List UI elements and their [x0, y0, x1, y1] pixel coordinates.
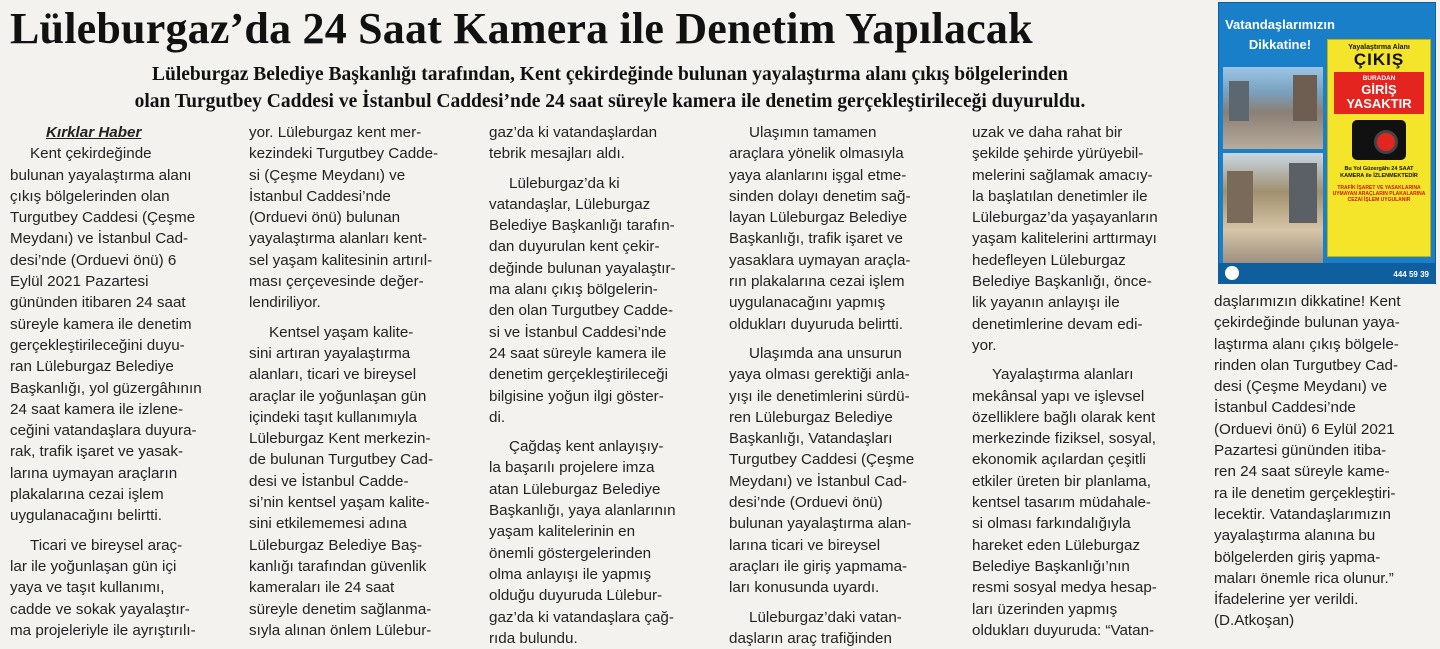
text-line: si’nin kentsel yaşam kalite- [249, 494, 430, 512]
text-line: lar ile yoğunlaşan gün içi [10, 557, 177, 575]
sign-camera-text: Bu Yol Güzergâhı 24 SAAT KAMERA ile İZLENMEKTEDİR [1340, 166, 1418, 179]
camera-icon [1352, 120, 1406, 160]
text-line: ceğini vatandaşlara duyura- [10, 422, 197, 440]
article-column-2 [249, 122, 438, 641]
sign-forbidden: YASAKTIR [1346, 96, 1412, 111]
text-line: araçlar ile yoğunlaşan gün [249, 387, 427, 405]
text-line: Belediye Başkanlığı’nın [972, 557, 1130, 575]
text-line: Belediye Başkanlığı, önce- [972, 273, 1152, 291]
text-line: araçları ile giriş yapmama- [729, 557, 908, 575]
text-line: desi ve İstanbul Cadde- [249, 472, 409, 490]
text-line: bulunan yayalaştırma alan- [729, 515, 912, 533]
text-line: bölgelerden giriş yapma- [1214, 548, 1381, 566]
text-line: layan Lüleburgaz Belediye [729, 209, 908, 227]
text-line: denetim gerçekleştirileceği [489, 366, 668, 384]
phone-number: 444 59 39 [1393, 270, 1429, 279]
text-line: atan Lüleburgaz Belediye [489, 480, 661, 498]
text-line: yaşam kalitelerini arttırmayı [972, 230, 1157, 248]
text-line: desi’nde (Orduevi önü) 6 [10, 251, 177, 269]
text-line: Kentsel yaşam kalite- [269, 323, 414, 341]
text-line: 24 saat süreyle kamera ile [489, 344, 667, 362]
text-line: (Orduevi önü) bulunan [249, 209, 401, 227]
announcement-footer [1219, 263, 1435, 283]
text-line: rinden olan Turgutbey Cad- [1214, 356, 1399, 374]
text-line: mekânsal yapı ve işlevsel [972, 387, 1145, 405]
text-line: ması çerçevesinde değer- [249, 273, 424, 291]
text-line: değinde bulunan yayalaştır- [489, 259, 676, 277]
text-line: hedefleyen Lüleburgaz [972, 251, 1126, 269]
sign-entry: GİRİŞ [1361, 82, 1397, 97]
text-line: den olan Turgutbey Cadde- [489, 302, 674, 320]
text-line: Başkanlığı, yaya alanlarının [489, 502, 676, 520]
text-line: si (Çeşme Meydanı) ve [249, 166, 406, 184]
text-line: daşlarımızın dikkatine! Kent [1214, 293, 1401, 310]
text-line: Meydanı) ve İstanbul Cad- [729, 472, 908, 490]
text-line: gününden itibaren 24 saat [10, 294, 186, 312]
text-line: dan duyurulan kent çekir- [489, 238, 660, 256]
text-line: plakalarına cezai işlem [10, 486, 164, 504]
text-line: yor. [972, 336, 997, 354]
text-line: yaya ve taşıt kullanımı, [10, 579, 165, 597]
text-line: laştırma alanı çıkış bölgele- [1214, 335, 1399, 353]
text-line: önemli göstergelerinden [489, 544, 652, 562]
text-line: yasaklara uymayan araçla- [729, 251, 911, 269]
text-line: Lüleburgaz’da ki [509, 174, 620, 192]
text-line: yışı ile denetimlerini sürdü- [729, 387, 910, 405]
text-line: uygulanacağını yapmış [729, 294, 886, 312]
byline: Kırklar Haber [46, 124, 142, 141]
text-line: araçlara yönelik olmasıyla [729, 145, 904, 163]
announcement-title-line: Dikkatine! [1248, 37, 1312, 52]
text-line: oldukları duyuruda belirtti. [729, 315, 903, 333]
text-line: Meydanı) ve İstanbul Cad- [10, 230, 189, 248]
text-line: di. [489, 408, 506, 426]
text-line: alanları, ticari ve bireysel [249, 366, 417, 384]
text-line: ma alanı çıkış bölgelerin- [489, 281, 658, 299]
sign-fine-text: TRAFİK İŞARET VE YASAKLARINA UYMAYAN ARAÇLARIN PLAKALARINA CEZAİ İŞLEM UYGULANIR [1332, 185, 1426, 203]
text-line: larına uymayan araçların [10, 464, 178, 482]
text-line: ekonomik açılardan çeşitli [972, 451, 1146, 469]
text-line: vatandaşlar, Lüleburgaz [489, 195, 651, 213]
text-line: kanlığı tarafından güvenlik [249, 557, 427, 575]
text-line: uzak ve daha rahat bir [972, 124, 1123, 141]
article-column-1 [10, 122, 202, 641]
text-line: ren 24 saat süreyle kame- [1214, 463, 1390, 481]
text-line: denetimlerine devam edi- [972, 315, 1143, 333]
text-line: Ticari ve bireysel araç- [30, 536, 183, 554]
text-line: olma anlayışı ile yapmış [489, 565, 652, 583]
text-line: Belediye Başkanlığı tarafın- [489, 217, 675, 235]
text-line: Lüleburgaz’daki vatan- [749, 608, 902, 626]
text-line: uygulanacağını belirtti. [10, 507, 162, 525]
text-line: gerçekleştirileceğini duyu- [10, 336, 185, 354]
text-line: yaya alanlarını işgal etme- [729, 166, 907, 184]
text-line: ma projeleriyle ile ayrıştırılı- [10, 621, 196, 639]
announcement-title [1225, 15, 1335, 55]
text-line: şekilde şehirde yürüyebil- [972, 145, 1144, 163]
text-line: Lüleburgaz’da yaşayanların [972, 209, 1158, 227]
text-line: gaz’da ki vatandaşlardan [489, 124, 658, 141]
text-line: etkiler üreten bir planlama, [972, 472, 1151, 490]
text-line: tebrik mesajları aldı. [489, 145, 625, 163]
text-line: Çağdaş kent anlayışıy- [509, 438, 664, 456]
text-line: Başkanlığı, Vatandaşları [729, 430, 893, 448]
municipality-logo-icon [1225, 266, 1239, 280]
text-line: Pazartesi gününden itiba- [1214, 442, 1387, 460]
text-line: süreyle kamera ile denetim [10, 315, 192, 333]
text-line: yor. Lüleburgaz kent mer- [249, 124, 422, 141]
text-line: Turgutbey Caddesi (Çeşme [729, 451, 915, 469]
text-line: çıkış bölgelerinden olan [10, 187, 170, 205]
text-line: olduğu duyuruda Lülebur- [489, 587, 663, 605]
text-line: resmi sosyal medya hesap- [972, 579, 1157, 597]
sign-exit: ÇIKIŞ [1353, 50, 1405, 69]
text-line: sinden dolayı denetim sağ- [729, 187, 911, 205]
text-line: Eylül 2021 Pazartesi [10, 273, 149, 291]
text-line: sini artıran yayalaştırma [249, 344, 411, 362]
text-line: si ve İstanbul Caddesi’nde [489, 323, 667, 341]
text-line: bilgisine yoğun ilgi göster- [489, 387, 664, 405]
text-line: süreyle denetim sağlanma- [249, 600, 432, 618]
street-photo [1223, 153, 1323, 263]
text-line: kameraları ile 24 saat [249, 579, 395, 597]
text-line: yayalaştırma alanına bu [1214, 527, 1376, 545]
text-line: sini etkilememesi adına [249, 515, 407, 533]
text-line: İstanbul Caddesi’nde [249, 187, 391, 205]
text-line: sıyla alınan önlem Lülebur- [249, 621, 432, 639]
text-line: (D.Atkoşan) [1214, 612, 1295, 630]
text-line: bulunan yayalaştırma alanı [10, 166, 192, 184]
text-line: larına ticari ve bireysel [729, 536, 881, 554]
text-line: lik yayanın anlayışı ile [972, 294, 1120, 312]
text-line: rıda bulundu. [489, 629, 578, 647]
text-line: sel yaşam kalitesinin artırıl- [249, 251, 433, 269]
text-line: İstanbul Caddesi’nde [1214, 399, 1356, 417]
text-line: yayalaştırma alanları kent- [249, 230, 428, 248]
text-line: cadde ve sokak yayalaştır- [10, 600, 190, 618]
text-line: Başkanlığı, trafik işaret ve [729, 230, 903, 248]
text-line: Yayalaştırma alanları [992, 366, 1134, 384]
text-line: içindeki taşıt kullanımıyla [249, 408, 417, 426]
text-line: kentsel tasarım müdahale- [972, 494, 1151, 512]
text-line: ları üzerinden yapmış [972, 600, 1118, 618]
text-line: rın plakalarına cezai işlem [729, 273, 905, 291]
text-line: Kent çekirdeğinde [30, 145, 152, 163]
headline: Lüleburgaz’da 24 Saat Kamera ile Denetim Yapılacak [10, 4, 1033, 53]
text-line: desi (Çeşme Meydanı) ve [1214, 378, 1388, 396]
text-line: rak, trafik işaret ve yasak- [10, 443, 184, 461]
lead-line: Lüleburgaz Belediye Başkanlığı tarafından, Kent çekirdeğinde bulunan yayalaştırma alanı çıkış bölgelerinden [151, 64, 1069, 85]
article-column-5 [972, 122, 1158, 641]
text-line: si olması farkındalığıyla [972, 515, 1131, 533]
text-line: yaşam kalitelerinin en [489, 523, 636, 541]
text-line: ra ile denetim gerçekleştiri- [1214, 484, 1396, 502]
text-line: la başlatılan denetimler ile [972, 187, 1148, 205]
text-line: çekirdeğinde bulunan yaya- [1214, 314, 1400, 332]
announcement-title-line: Vatandaşlarımızın [1225, 17, 1335, 32]
text-line: ren Lüleburgaz Belediye [729, 408, 893, 426]
warning-sign [1327, 39, 1431, 257]
lead-paragraph [10, 61, 1210, 115]
text-line: ları konusunda uyardı. [729, 579, 880, 597]
text-line: merkezinde fiziksel, sosyal, [972, 430, 1157, 448]
text-line: ran Lüleburgaz Belediye [10, 358, 174, 376]
text-line: Turgutbey Caddesi (Çeşme [10, 209, 196, 227]
text-line: maları önemle rica olunur.” [1214, 569, 1394, 587]
text-line: lecektir. Vatandaşlarımızın [1214, 505, 1391, 523]
article-column-3 [489, 122, 676, 649]
article-column-4 [729, 122, 914, 649]
text-line: la başarılı projelere imza [489, 459, 655, 477]
text-line: lendiriliyor. [249, 294, 321, 312]
text-line: Lüleburgaz Belediye Baş- [249, 536, 423, 554]
text-line: melerini sağlamak amacıy- [972, 166, 1153, 184]
text-line: 24 saat kamera ile izlene- [10, 400, 184, 418]
street-photo [1223, 67, 1323, 149]
announcement-image [1218, 2, 1436, 284]
sign-from: BURADAN [1362, 75, 1396, 82]
text-line: oldukları duyuruda: “Vatan- [972, 621, 1155, 639]
lead-line: olan Turgutbey Caddesi ve İstanbul Caddesi’nde 24 saat süreyle kamera ile denetim gerçekleştirileceği duyuruldu. [134, 91, 1086, 112]
text-line: kezindeki Turgutbey Cadde- [249, 145, 439, 163]
text-line: Başkanlığı, yol güzergâhının [10, 379, 202, 397]
article-column-6 [1214, 291, 1401, 632]
no-entry-panel [1334, 72, 1424, 114]
text-line: yaya olması gerektiği anla- [729, 366, 910, 384]
text-line: de bulunan Turgutbey Cad- [249, 451, 434, 469]
text-line: gaz’da ki vatandaşlara çağ- [489, 608, 674, 626]
text-line: daşların araç trafiğinden [729, 629, 892, 647]
text-line: Ulaşımda ana unsurun [749, 344, 902, 362]
text-line: (Orduevi önü) 6 Eylül 2021 [1214, 420, 1395, 438]
text-line: desi’nde (Orduevi önü) [729, 494, 883, 512]
text-line: hareket eden Lüleburgaz [972, 536, 1141, 554]
sign-label: Yayalaştırma Alanı [1348, 44, 1410, 51]
text-line: özelliklere bağlı olarak kent [972, 408, 1156, 426]
text-line: Lüleburgaz Kent merkezin- [249, 430, 431, 448]
text-line: İfadelerine yer verildi. [1214, 591, 1359, 609]
text-line: Ulaşımın tamamen [749, 124, 877, 141]
